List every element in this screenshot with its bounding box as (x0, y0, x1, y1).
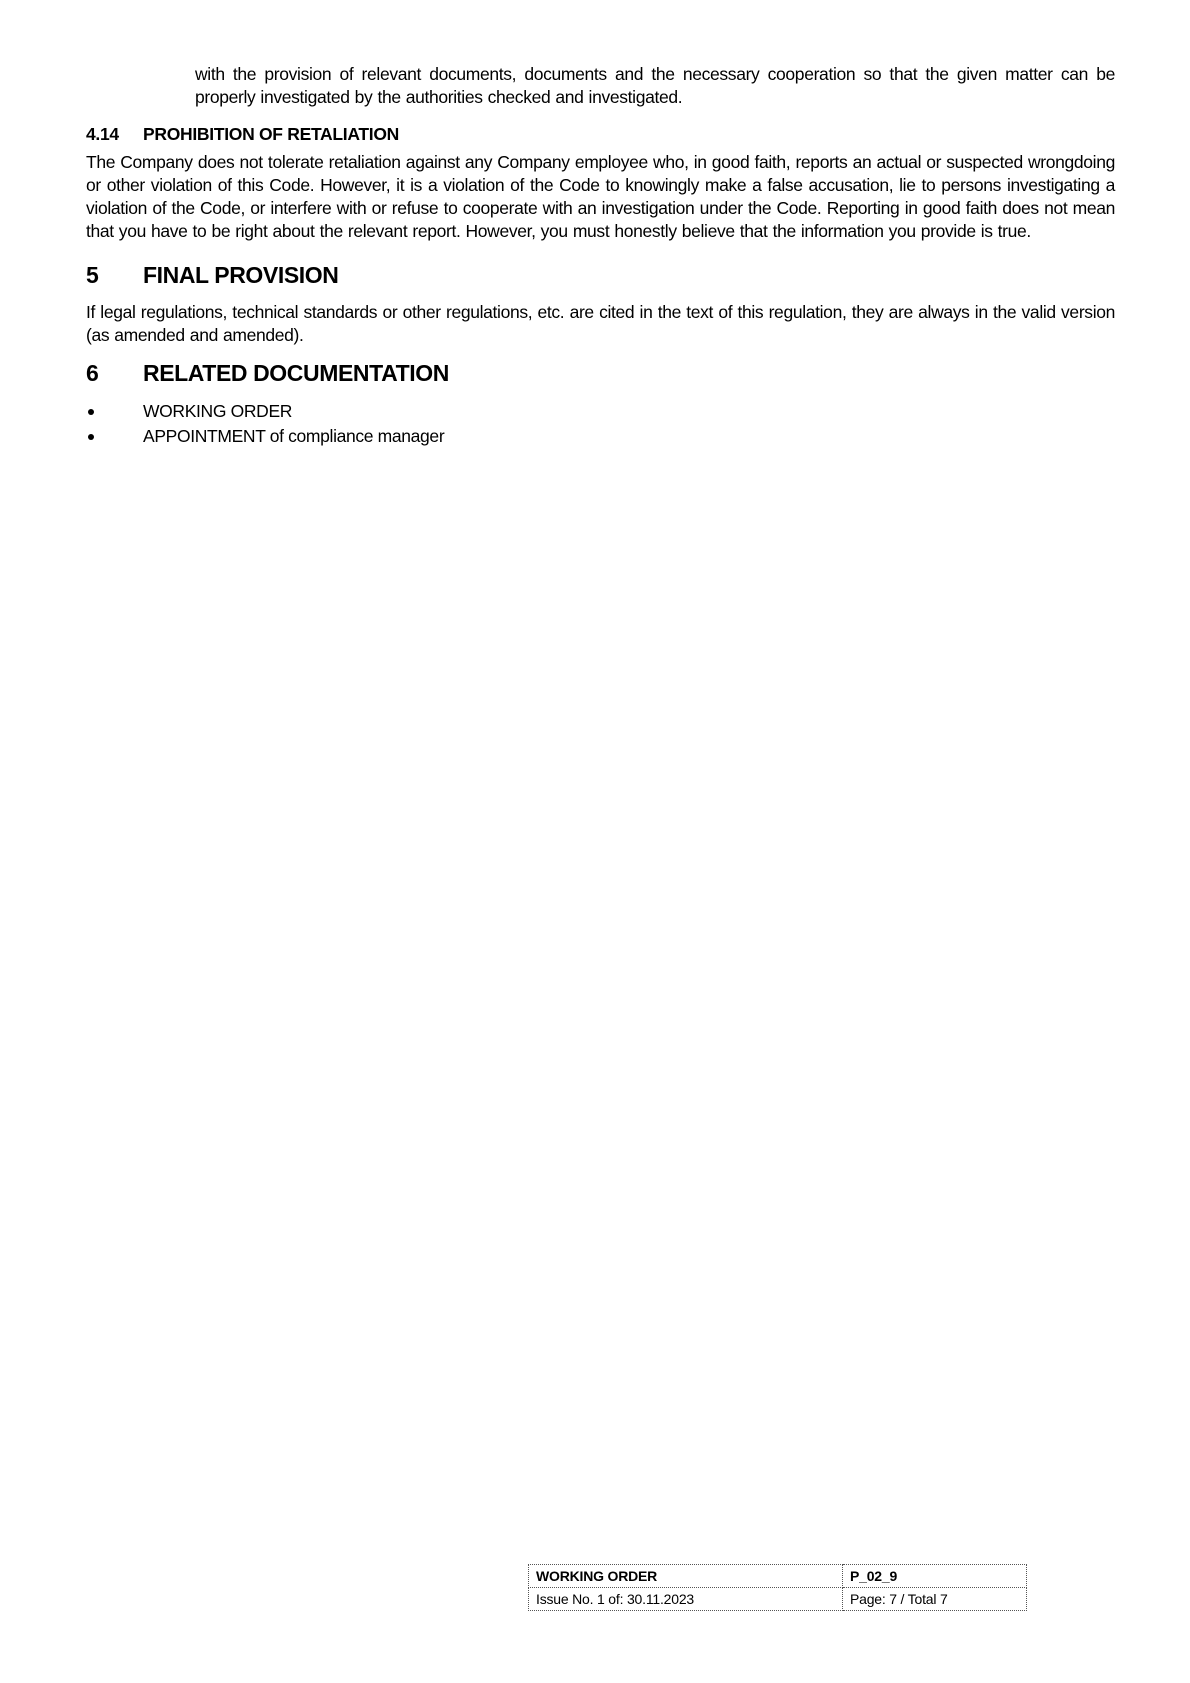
section-number: 6 (86, 360, 99, 386)
footer-doc-type: WORKING ORDER (529, 1565, 843, 1588)
section-5-paragraph: If legal regulations, technical standards or other regulations, etc. are cited in the text of this regulation, they are always in the valid version (as amended and amended). (86, 302, 1115, 345)
section-title: PROHIBITION OF RETALIATION (143, 124, 399, 144)
footer-issue: Issue No. 1 of: 30.11.2023 (529, 1588, 843, 1611)
footer-table (528, 1564, 1027, 1611)
list-item-label: APPOINTMENT of compliance manager (143, 426, 445, 446)
section-title: RELATED DOCUMENTATION (143, 360, 449, 386)
section-title: FINAL PROVISION (143, 262, 339, 288)
list-item-label: WORKING ORDER (143, 401, 293, 421)
related-documentation-list (86, 399, 444, 449)
list-item (86, 399, 444, 424)
footer-page-number: Page: 7 / Total 7 (843, 1588, 1027, 1611)
footer-doc-code: P_02_9 (843, 1565, 1027, 1588)
section-4-14-heading (86, 123, 399, 146)
section-4-14-paragraph: The Company does not tolerate retaliation against any Company employee who, in good faith, reports an actual or suspected wrongdoing or other violation of this Code. However, it is a violation of the Code to knowingly make a false accusation, lie to persons investigating a violation of the Code, or interfere with or refuse to cooperate with an investigation under the Code. Reporting in good faith does not mean that you have to be right about the relevant report. However, you must honestly believe that the information you provide is true. (86, 152, 1115, 241)
section-number: 4.14 (86, 124, 119, 144)
section-5-heading (86, 260, 339, 290)
table-row (529, 1565, 1027, 1588)
bullet-icon (88, 409, 94, 415)
bullet-icon (88, 434, 94, 440)
section-6-heading (86, 358, 449, 388)
list-item (86, 424, 444, 449)
section-number: 5 (86, 262, 99, 288)
table-row (529, 1588, 1027, 1611)
continuation-paragraph: with the provision of relevant documents, documents and the necessary cooperation so that the given matter can be properly investigated by the authorities checked and investigated. (195, 64, 1115, 107)
